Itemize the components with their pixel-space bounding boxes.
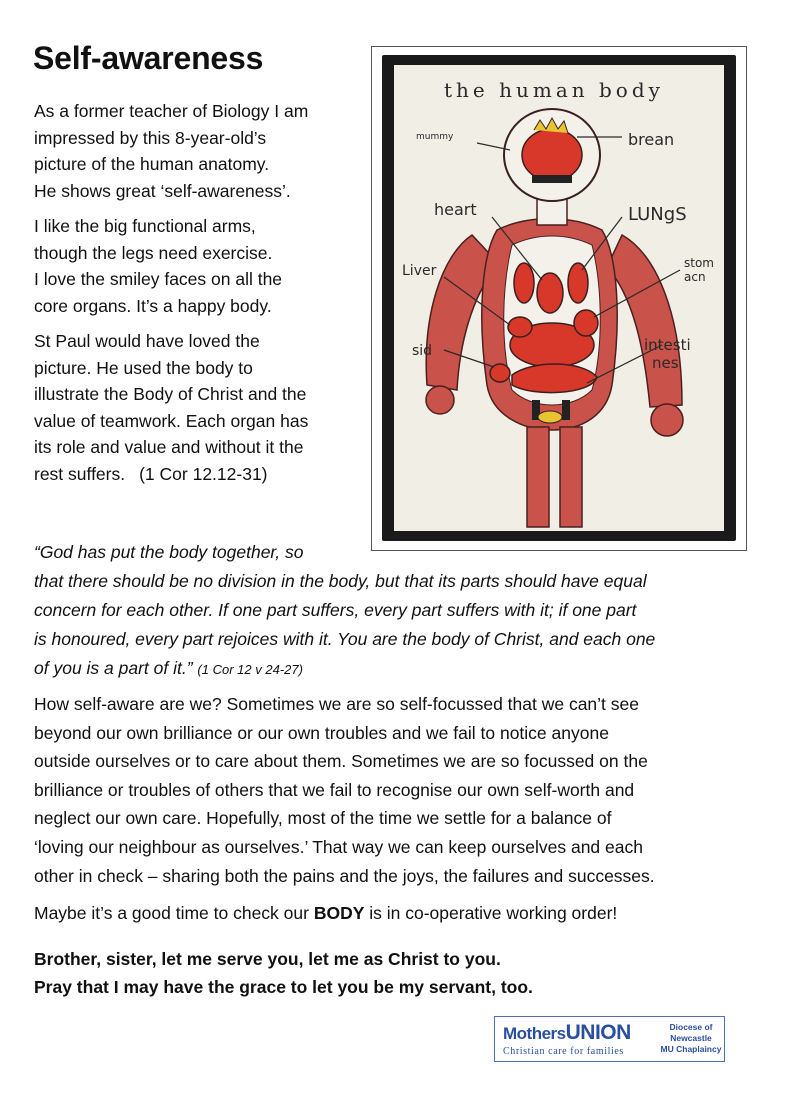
left-leg [527, 427, 549, 527]
text-line: beyond our own brilliance or our own troubles and we fail to notice anyone [34, 722, 609, 743]
text-line: though the legs need exercise. [34, 242, 273, 263]
text-line: value of teamwork. Each organ has [34, 410, 309, 431]
scripture-reference: (1 Cor 12.12-31) [139, 463, 268, 484]
logo-tagline: Christian care for families [503, 1046, 624, 1057]
text-line: core organs. It’s a happy body. [34, 295, 272, 316]
liver-organ [508, 317, 532, 337]
label-heart: heart [434, 200, 477, 219]
label-intestines: intesti [644, 336, 691, 354]
stomach-small [574, 310, 598, 336]
text-line: St Paul would have loved the [34, 331, 260, 351]
text-line: I love the smiley faces on all the [34, 269, 283, 289]
intro-paragraph-1 [34, 98, 374, 204]
scripture-quote [34, 538, 754, 684]
label-intestines-2: nes [652, 354, 679, 372]
child-drawing-photo [382, 55, 736, 541]
check-sentence [34, 903, 617, 924]
quote-line: concern for each other. If one part suffers, every part suffers with it; if one part [34, 600, 637, 620]
quote-line: that there should be no division in the body, but that its parts should have equal [34, 571, 647, 591]
right-hand [651, 404, 683, 436]
logo-diocese [660, 1022, 722, 1055]
logo-union: UNION [565, 1021, 631, 1044]
text-line: How self-aware are we? Sometimes we are so self-focussed that we can’t see [34, 694, 639, 714]
right-lung [568, 263, 588, 303]
text-line: impressed by this 8-year-old’s [34, 127, 267, 148]
text-line: As a former teacher of Biology I am [34, 101, 309, 121]
label-brain: brean [628, 130, 675, 149]
drawing-title: the human body [444, 78, 664, 102]
text-fragment: rest suffers. [34, 463, 126, 484]
reflection-paragraph [34, 690, 764, 890]
text-line: picture of the human anatomy. [34, 154, 270, 174]
text-fragment: Maybe it’s a good time to check our [34, 903, 314, 923]
prayer-line: Pray that I may have the grace to let you be my servant, too. [34, 977, 533, 997]
label-stomach-2: acn [684, 270, 706, 284]
intro-paragraph-2 [34, 213, 374, 319]
photo-frame [371, 46, 747, 551]
pelvis-right [562, 400, 570, 420]
text-line: brilliance or troubles of others that we fail to recognise our own self-worth and [34, 779, 635, 800]
logo-mothers: Mothers [503, 1024, 566, 1043]
logo-side-line: Diocese of [669, 1022, 713, 1032]
mothers-union-logo [494, 1016, 725, 1062]
logo-wordmark [503, 1021, 631, 1045]
intestines-organ [512, 364, 597, 393]
intro-text [34, 98, 374, 496]
label-lungs: LUNgS [628, 204, 687, 225]
brain [522, 129, 582, 181]
left-hand [426, 386, 454, 414]
closing-prayer [34, 945, 533, 1001]
text-line: illustrate the Body of Christ and the [34, 384, 307, 404]
logo-side-line: MU Chaplaincy [660, 1044, 722, 1054]
prayer-line: Brother, sister, let me serve you, let me as Christ to you. [34, 949, 501, 969]
text-line: other in check – sharing both the pains and the joys, the failures and successes. [34, 865, 655, 886]
quote-line: “God has put the body together, so [34, 542, 304, 562]
text-line: neglect our own care. Hopefully, most of the time we settle for a balance of [34, 808, 612, 829]
bladder [538, 411, 562, 423]
text-line: outside ourselves or to care about them. Sometimes we are so focussed on the [34, 751, 648, 772]
bold-word: BODY [313, 903, 365, 923]
text-line: its role and value and without it the [34, 437, 304, 457]
text-line: picture. He used the body to [34, 357, 253, 378]
quote-fragment: of you is a part of it.” [34, 658, 193, 678]
child-drawing [382, 55, 736, 541]
quote-line: is honoured, every part rejoices with it. You are the body of Christ, and each one [34, 629, 656, 649]
label-mummy: mummy [416, 132, 454, 142]
label-liver: Liver [402, 263, 437, 279]
text-line: ‘loving our neighbour as ourselves.’ That way we can keep ourselves and each [34, 836, 643, 857]
page-title: Self-awareness [33, 40, 264, 76]
left-lung [514, 263, 534, 303]
text-line: I like the big functional arms, [34, 216, 256, 236]
label-stomach: stom [684, 256, 714, 270]
right-leg [560, 427, 582, 527]
quote-line [34, 654, 754, 684]
text-fragment: is in co-operative working order! [364, 903, 618, 923]
text-line [34, 461, 374, 488]
quote-reference: (1 Cor 12 v 24-27) [197, 662, 303, 677]
logo-side-line: Newcastle [670, 1033, 712, 1043]
intro-paragraph-3 [34, 328, 374, 487]
label-kidney: sid [412, 343, 433, 359]
text-line: He shows great ‘self-awareness’. [34, 180, 291, 201]
mouth [532, 175, 572, 183]
